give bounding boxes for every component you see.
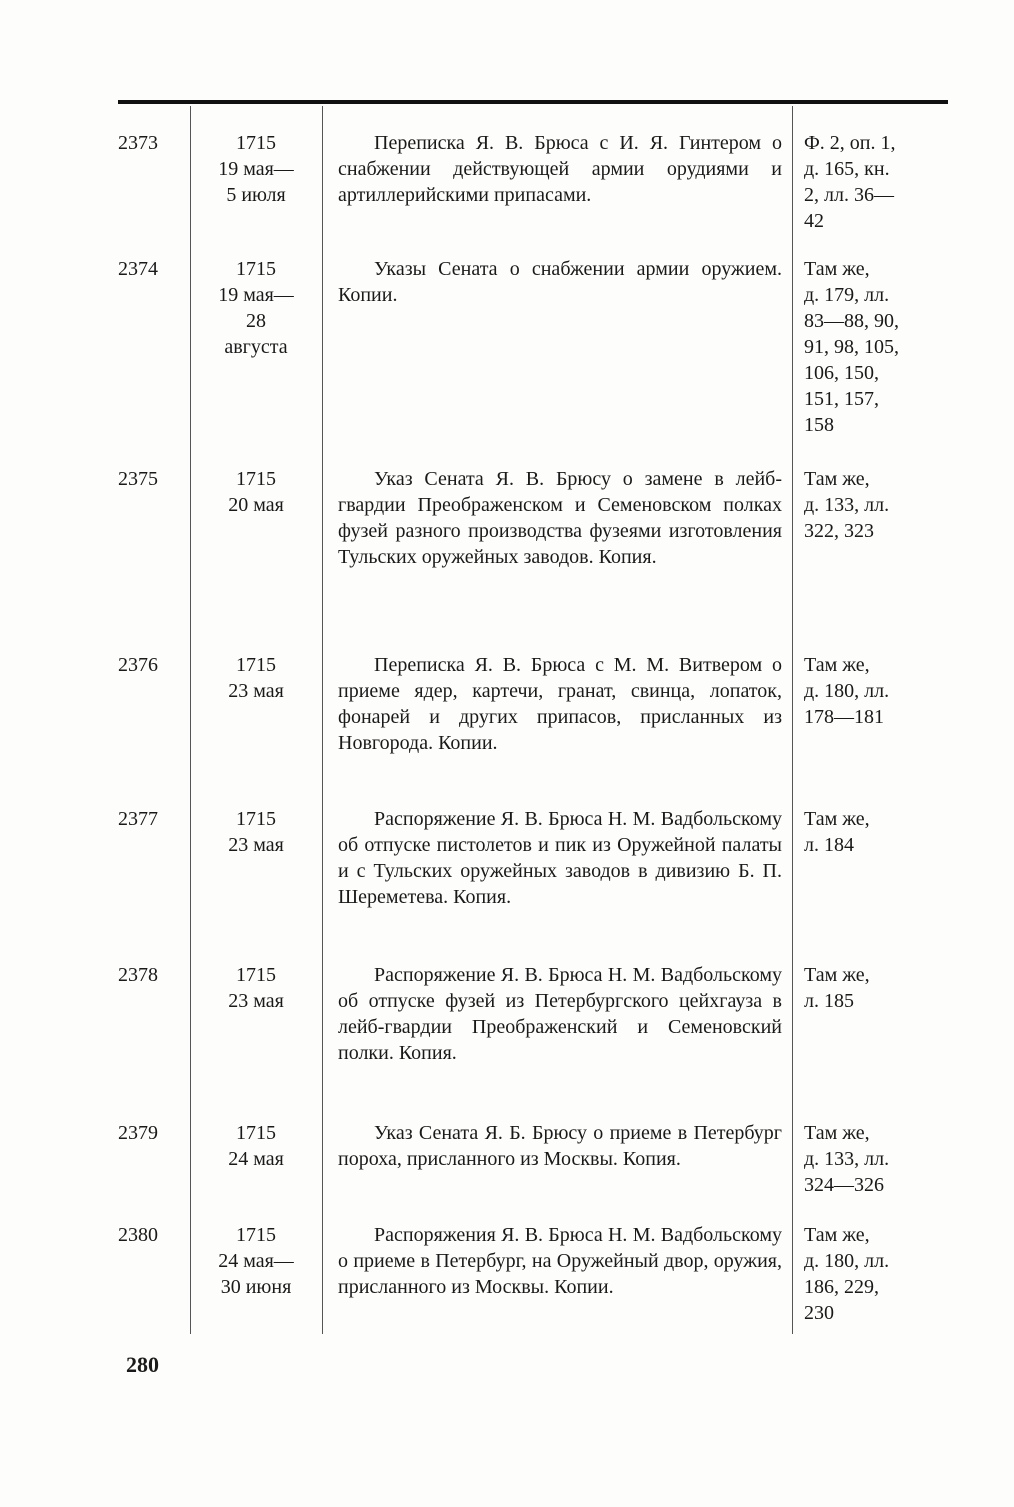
entry-number: 2375 [118, 468, 158, 490]
entry-date: 1715 23 мая [228, 808, 284, 856]
entry-description: Указ Сената Я. В. Брюсу о замене в лейб-гвардии Преображенском и Семеновском полках фузей разного производства фузеями изготовления Тульских оружейных заводов. Копия. [338, 468, 782, 568]
column-divider [190, 106, 191, 1334]
column-divider [322, 106, 323, 1334]
column-divider [792, 106, 793, 1334]
entry-reference: Там же, л. 185 [804, 964, 870, 1012]
entry-date: 1715 24 мая [228, 1122, 284, 1170]
entry-number: 2378 [118, 964, 158, 986]
entry-date: 1715 23 мая [228, 654, 284, 702]
top-rule [118, 100, 948, 104]
entry-reference: Там же, д. 179, лл. 83—88, 90, 91, 98, 105, 106, 150, 151, 157, 158 [804, 258, 899, 436]
entry-date: 1715 24 мая— 30 июня [218, 1224, 294, 1298]
entry-date: 1715 20 мая [228, 468, 284, 516]
entry-number: 2374 [118, 258, 158, 280]
entry-number: 2376 [118, 654, 158, 676]
entry-reference: Там же, д. 180, лл. 186, 229, 230 [804, 1224, 890, 1324]
entry-reference: Там же, д. 133, лл. 322, 323 [804, 468, 890, 542]
entry-description: Указ Сената Я. Б. Брюсу о приеме в Петербург пороха, присланного из Москвы. Копия. [338, 1122, 782, 1170]
entry-description: Распоряжения Я. В. Брюса Н. М. Вадбольскому о приеме в Петербург, на Оружейный двор, оружия, присланного из Москвы. Копии. [338, 1224, 782, 1298]
entry-date: 1715 19 мая— 5 июля [218, 132, 294, 206]
entry-reference: Там же, д. 180, лл. 178—181 [804, 654, 890, 728]
entry-reference: Ф. 2, оп. 1, д. 165, кн. 2, лл. 36— 42 [804, 132, 896, 232]
entry-date: 1715 23 мая [228, 964, 284, 1012]
entry-description: Переписка Я. В. Брюса с И. Я. Гинтером о снабжении действующей армии орудиями и артиллерийскими припасами. [338, 132, 782, 206]
entry-description: Распоряжение Я. В. Брюса Н. М. Вадбольскому об отпуске фузей из Петербургского цейхгауза в лейб-гвардии Преображенский и Семеновский полки. Копия. [338, 964, 782, 1064]
entry-reference: Там же, л. 184 [804, 808, 870, 856]
entry-number: 2379 [118, 1122, 158, 1144]
entry-number: 2377 [118, 808, 158, 830]
entry-number: 2380 [118, 1224, 158, 1246]
entry-description: Переписка Я. В. Брюса с М. М. Витвером о приеме ядер, картечи, гранат, свинца, лопаток, фонарей и других припасов, присланных из Новгорода. Копии. [338, 654, 782, 754]
entry-description: Указы Сената о снабжении армии оружием. Копии. [338, 258, 782, 306]
entry-description: Распоряжение Я. В. Брюса Н. М. Вадбольскому об отпуске пистолетов и пик из Оружейной палаты и с Тульских оружейных заводов в дивизию Б. П. Шереметева. Копия. [338, 808, 782, 908]
entry-date: 1715 19 мая— 28 августа [218, 258, 294, 358]
entry-number: 2373 [118, 132, 158, 154]
page-number: 280 [126, 1352, 159, 1377]
entry-reference: Там же, д. 133, лл. 324—326 [804, 1122, 890, 1196]
